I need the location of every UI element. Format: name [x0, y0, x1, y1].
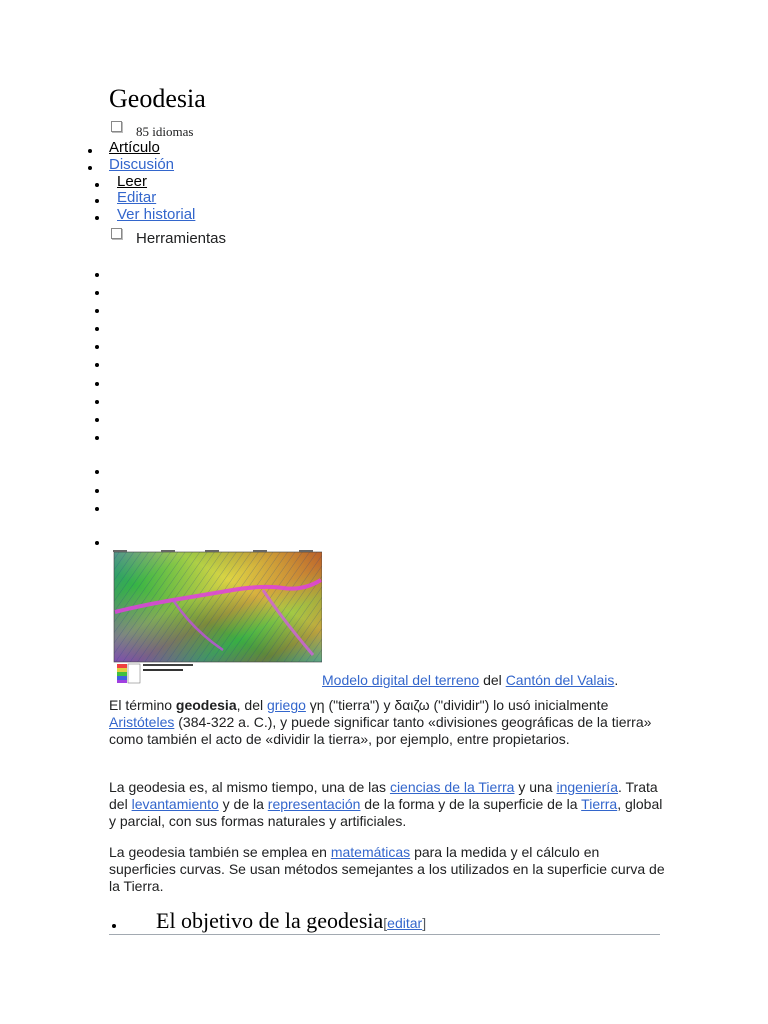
- bullet-icon: [95, 327, 99, 331]
- bullet-icon: [95, 382, 99, 386]
- text: y de la: [218, 796, 268, 812]
- languages-label[interactable]: 85 idiomas: [136, 124, 194, 139]
- link-canton-valais[interactable]: Cantón del Valais: [505, 672, 615, 688]
- text: El término: [109, 697, 176, 713]
- text: de la forma y de la superficie de la: [360, 796, 582, 812]
- link-modelo-digital[interactable]: Modelo digital del terreno: [322, 672, 480, 688]
- section-heading: [109, 906, 660, 935]
- action-editar[interactable]: Editar: [117, 189, 157, 206]
- paragraph-1: [109, 697, 669, 748]
- tab-discusion[interactable]: Discusión: [109, 156, 175, 173]
- bracket: [: [383, 915, 388, 931]
- figure-caption: [322, 672, 618, 688]
- link-representacion[interactable]: representación: [267, 796, 361, 812]
- bullet-icon: [95, 363, 99, 367]
- bullet-icon: [88, 166, 92, 170]
- bullet-icon: [95, 489, 99, 493]
- link-aristoteles[interactable]: Aristóteles: [109, 714, 175, 730]
- bullet-icon: [95, 183, 99, 187]
- tab-articulo[interactable]: Artículo: [109, 139, 160, 156]
- bullet-icon: [95, 400, 99, 404]
- tools-checkbox[interactable]: [111, 228, 122, 239]
- section-edit: [383, 915, 426, 931]
- bullet-icon: [95, 418, 99, 422]
- action-ver-historial[interactable]: Ver historial: [117, 206, 196, 223]
- text: (384-322 a. C.), y puede significar tanto «divisiones geográficas de la tierra» como también el acto de «dividir la tierra», por ejemplo, entre propietarios.: [109, 714, 652, 747]
- text: , del: [236, 697, 267, 713]
- caption-period: .: [614, 672, 619, 688]
- text: y una: [514, 779, 557, 795]
- bullet-icon: [95, 199, 99, 203]
- bullet-icon: [95, 436, 99, 440]
- section-title-text: El objetivo de la geodesia: [156, 908, 384, 933]
- bullet-icon: [95, 507, 99, 511]
- link-ingenieria[interactable]: ingeniería: [556, 779, 618, 795]
- tools-label[interactable]: Herramientas: [136, 230, 227, 247]
- text: γη ("tierra") y δαιζω ("dividir") lo usó inicialmente: [305, 697, 609, 713]
- paragraph-2: [109, 779, 669, 830]
- paragraph-3: [109, 844, 669, 895]
- languages-checkbox[interactable]: [111, 121, 122, 132]
- page-title: Geodesia: [109, 84, 206, 113]
- text: . Trata del: [109, 779, 658, 812]
- caption-text: del: [479, 672, 506, 688]
- bullet-icon: [95, 309, 99, 313]
- terrain-map-figure[interactable]: [113, 550, 322, 684]
- bold-term: geodesia: [175, 697, 237, 713]
- link-levantamiento[interactable]: levantamiento: [131, 796, 219, 812]
- section-title: [156, 908, 426, 934]
- text: para la medida y el cálculo en superficies curvas. Se usan métodos semejantes a los utilizados en la superficie curva de la Tierra.: [109, 844, 665, 894]
- bullet-icon: [95, 216, 99, 220]
- bracket: ]: [422, 915, 427, 931]
- text: La geodesia también se emplea en: [109, 844, 331, 860]
- bullet-icon: [95, 470, 99, 474]
- text: , global y parcial, con sus formas naturales y artificiales.: [109, 796, 663, 829]
- bullet-icon: [88, 149, 92, 153]
- bullet-icon: [95, 291, 99, 295]
- action-leer[interactable]: Leer: [117, 173, 148, 190]
- link-griego[interactable]: griego: [266, 697, 306, 713]
- link-tierra[interactable]: Tierra: [581, 796, 618, 812]
- link-ciencias-tierra[interactable]: ciencias de la Tierra: [389, 779, 515, 795]
- section-edit-link[interactable]: editar: [387, 915, 423, 931]
- bullet-icon: [95, 273, 99, 277]
- link-matematicas[interactable]: matemáticas: [330, 844, 411, 860]
- text: La geodesia es, al mismo tiempo, una de las: [109, 779, 390, 795]
- bullet-icon: [95, 541, 99, 545]
- bullet-icon: [95, 345, 99, 349]
